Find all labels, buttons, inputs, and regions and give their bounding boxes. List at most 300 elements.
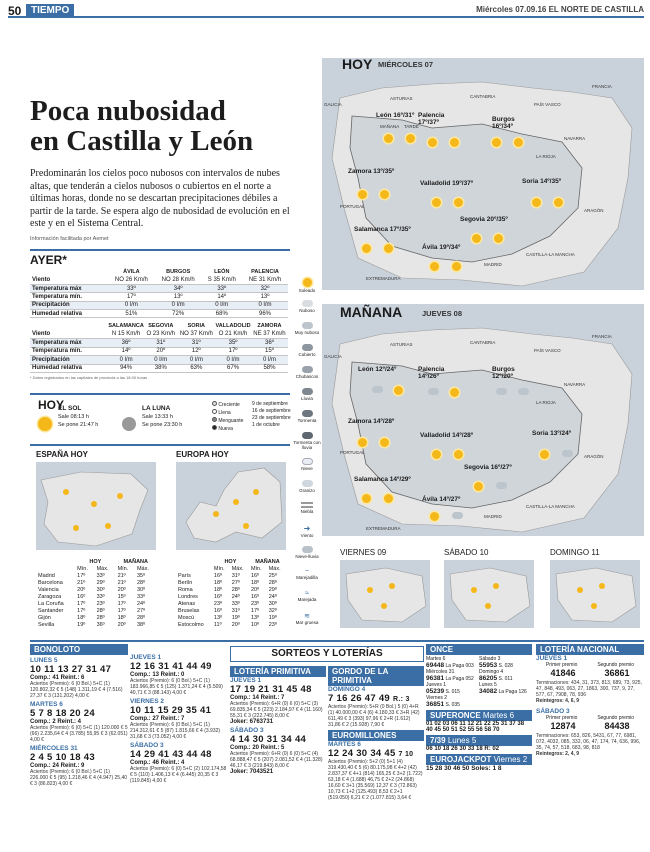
draw-day: SÁBADO 3 <box>536 708 570 715</box>
cell: 0 l/m <box>251 356 288 364</box>
sun-icon <box>514 138 523 147</box>
sun-icon <box>540 450 549 459</box>
storm-rain-icon <box>302 432 313 439</box>
cloud-icon <box>302 322 313 329</box>
sun-icon <box>358 190 367 199</box>
sun-rise: Sale 08:13 h <box>58 414 89 420</box>
row-label: Temperatura máx <box>30 339 108 347</box>
ayer-city: BURGOS <box>166 269 191 275</box>
region-label: MADRID <box>484 514 502 519</box>
fog-icon <box>301 502 313 508</box>
legend-sleet: Nieve-lluvia <box>292 546 322 568</box>
table-row: La Coruña 17º 23º 17º 24º <box>38 600 146 607</box>
region-label: GALICIA <box>324 102 342 107</box>
city-leon: León 12º/24º <box>358 366 397 373</box>
spain-map <box>36 462 156 550</box>
city-valladolid: Valladolid 14º/28º <box>420 432 474 439</box>
phase-crescent: Creciente <box>212 401 243 409</box>
legend-hail: Granizo <box>292 480 322 502</box>
cloud-icon <box>452 512 463 519</box>
moon-rise: Sale 13:33 h <box>142 414 173 420</box>
once-row: Sábado 3 55953 S. 028 <box>479 656 513 669</box>
city-segovia: Segovia 16º/27º <box>464 464 512 471</box>
region-label: MADRID <box>484 262 502 267</box>
city-soria: Soria 14º/35º <box>522 178 562 185</box>
sun-icon <box>432 198 441 207</box>
loteria-nacional: LOTERÍA NACIONAL JUEVES 1 Primer premio Segundo premio 41846 36861 Terminaciones: 434, 31, 373, 813, 689, 73, 925, 47, 848, 493, 063, 27, 1863, 300, 737, 9, 27, 577, 67, 7908, 78, 936 Reintegros: 4, 6, 9 SÁBADO 3 Primer premio Segundo premio 12874 84438 Terminaciones: 653, 826, 5431, 67, 77, 6981, 072, 4032, 085, 332, 06, 47, 174, 74, 636, 996, 35, 74, 57, 518, 683, 98, 818 Reintegros: 2, 4, 9 <box>536 644 644 757</box>
region-label: ARAGÓN <box>584 454 604 459</box>
cell: 20º <box>144 347 177 355</box>
region-label: FRANCIA <box>592 84 612 89</box>
cell: 33º <box>108 284 155 292</box>
terminaciones: Terminaciones: 434, 31, 373, 813, 689, 73, 925, 47, 848, 493, 063, 27, 1863, 300, 737, 9, 27, 577, 67, 7908, 78, 936 <box>536 680 642 698</box>
nacional-title: LOTERÍA NACIONAL <box>536 644 644 655</box>
primitiva-title: LOTERÍA PRIMITIVA <box>230 666 326 677</box>
map-manana-subtitle: JUEVES 08 <box>422 309 463 318</box>
cell: 17º <box>108 293 155 301</box>
ayer-title: AYER* <box>30 253 67 267</box>
table-row: Santander 17º 28º 17º 27º <box>38 607 146 614</box>
spain-europe-block <box>30 444 290 628</box>
ayer-table-2 <box>30 322 288 372</box>
region-label: EXTREMADURA <box>366 276 401 281</box>
once-row: Jueves 1 05239 S. 015 <box>426 682 460 695</box>
map-hoy-title: HOY <box>342 58 373 72</box>
siete-numbers: 06 10 18 26 30 33 18 R: 02 <box>426 746 500 752</box>
ayer-city: ZAMORA <box>257 323 282 330</box>
future-map <box>550 560 640 628</box>
table-row: París 16º 31º 16º 25º <box>178 572 277 579</box>
cell: 0 l/m <box>108 356 144 364</box>
table-row: Zaragoza 16º 33º 15º 33º <box>38 593 146 600</box>
draw-prizes: Aciertos (Premio): 6 (0 Bol.) 5+C (1) 214.312,61 € 5 (87) 1.815,66 € 4 (3.932) 31,68 € 3 (73.052) 4,00 € <box>130 722 221 740</box>
sun-label: EL SOL <box>58 405 82 412</box>
cell: 14º <box>108 347 144 355</box>
region-label: PAÍS VASCO <box>534 348 561 353</box>
draw-day: JUEVES 1 <box>536 655 568 662</box>
city-soria: Soria 13º/24º <box>532 430 572 437</box>
sun-moon-box <box>30 393 290 435</box>
region-label: PORTUGAL <box>340 204 365 209</box>
table-row: Roma 18º 28º 20º 29º <box>178 586 277 593</box>
date-line: Miércoles 07.09.16 EL NORTE DE CASTILLA <box>476 5 644 14</box>
city-salamanca: Salamanca 14º/29º <box>354 476 411 483</box>
draw-numbers: 17 19 21 31 45 48 <box>230 684 312 695</box>
cell: NE 31 Km/h <box>242 276 288 284</box>
sun-icon <box>428 138 437 147</box>
cell: NE 37 Km/h <box>251 330 288 338</box>
region-label: ARAGÓN <box>584 208 604 213</box>
region-label: CANTABRIA <box>470 94 496 99</box>
ayer-block <box>30 249 290 380</box>
moon-icon <box>122 417 136 431</box>
legend-sunny: Soleado <box>292 278 322 300</box>
region-label: PORTUGAL <box>340 450 365 455</box>
sun-icon <box>384 244 393 253</box>
sun-icon <box>394 386 403 395</box>
region-label: CASTILLA-LA MANCHA <box>526 504 575 509</box>
row-label: Viento <box>30 330 108 338</box>
bonoloto-col-2 <box>130 654 228 784</box>
future-day: DOMINGO 11 <box>550 548 600 557</box>
draw-day: MIÉRCOLES 31 <box>30 745 78 752</box>
draw-numbers: 2 4 5 10 18 43 <box>30 752 95 763</box>
city-avila: Ávila 19º/34º <box>422 244 461 251</box>
draw-numbers: 10 11 13 27 31 47 <box>30 664 112 675</box>
rain-icon <box>302 388 313 395</box>
cell: 63% <box>177 364 215 372</box>
lead-paragraph: Predominarán los cielos poco nubosos con intervalos de nubes altas, que tenderán a cielos nubosos o cubiertos en el norte a últimas horas, donde no se descartan precipitaciones débiles a partir de la tarde. Se espera algo de nubosidad de evolución en el este y en el Sistema Central. <box>30 168 290 230</box>
first-prize: 41846 <box>550 668 576 678</box>
legend-fog: Niebla <box>292 502 322 524</box>
region-label: LA RIOJA <box>536 400 556 405</box>
sun-set: Se pone 21:47 h <box>58 422 99 428</box>
sun-icon <box>454 198 463 207</box>
sun-icon <box>384 494 393 503</box>
ayer-city: LEÓN <box>214 269 230 275</box>
espana-title: ESPAÑA HOY <box>36 450 89 459</box>
draw-day: LUNES 5 <box>30 657 58 664</box>
sun-icon <box>492 138 501 147</box>
draw-numbers: 12 16 31 41 44 49 <box>130 661 212 672</box>
cell: 13º <box>155 293 202 301</box>
cell: O 23 Km/h <box>144 330 177 338</box>
gordo-euromillones <box>328 666 424 801</box>
once-row: Lunes 5 34082 La Paga 126 <box>479 682 527 695</box>
legend-moderate-sea: ≈ Marejada <box>297 590 317 602</box>
region-label: EXTREMADURA <box>366 526 401 531</box>
once-row: Martes 6 69448 La Paga 003 <box>426 656 474 669</box>
cloud-icon <box>518 388 529 395</box>
wave-icon: ≋ <box>304 613 310 620</box>
table-row: Berlín 18º 27º 18º 28º <box>178 579 277 586</box>
sun-icon <box>532 198 541 207</box>
wind-icon: ➜ <box>303 524 311 533</box>
wave-icon: ≈ <box>305 590 309 597</box>
draw-comp: Comp.: 27 Reint.: 7 <box>130 716 185 722</box>
cloud-icon <box>496 388 507 395</box>
region-label: NAVARRA <box>564 382 586 387</box>
headline-line-1: Poca nubosidad <box>30 95 226 127</box>
cell: 68% <box>202 310 242 318</box>
primitiva <box>230 666 326 775</box>
draw-numbers: 4 14 30 31 34 44 <box>230 734 307 745</box>
cell: 96% <box>242 310 288 318</box>
legend-storm: Tormenta <box>292 410 322 432</box>
draw-prizes: Aciertos (Premio): 6 (0) 5+C (1) 120.000 € 5 (66) 2.235,64 € 4 (3.785) 55,95 € 3 (62.051) 4,00 € <box>30 725 128 743</box>
draw-prizes: Aciertos (Premio): 6+R (0) 6 (0) 5+C (3) 69.835,34 € 5 (223) 2.184,97 € 4 (11.160) 55,31 € 3 (222.745) 8,00 € <box>230 701 323 719</box>
cell: 35º <box>215 339 251 347</box>
superonce-title: SUPERONCE <box>430 711 481 720</box>
cell: 31º <box>177 339 215 347</box>
cell: 0 l/m <box>155 301 202 309</box>
second-prize: 84438 <box>604 721 630 731</box>
sun-icon <box>450 138 459 147</box>
am-label: MAÑANA <box>380 124 400 129</box>
eurojackpot-soles: Soles: 1 8 <box>471 765 502 772</box>
rain-cloud-icon <box>302 366 313 373</box>
draw-extra: R.: 3 <box>392 696 410 703</box>
table-row: Moscú 13º 19º 13º 19º <box>178 614 277 621</box>
table-row: Londres 16º 24º 16º 24º <box>178 593 277 600</box>
city-burgos: Burgos 16º/34º <box>492 116 515 130</box>
city-zamora: Zamora 14º/28º <box>348 418 395 425</box>
sun-icon <box>472 234 481 243</box>
cloud-icon <box>562 450 573 457</box>
cell: 94% <box>108 364 144 372</box>
hoy-box-title: HOY <box>38 398 65 412</box>
cell: 36º <box>108 339 144 347</box>
phase-date: 1 de octubre <box>252 422 280 428</box>
legend-rough-sea: ≋ Mar gruesa <box>295 613 319 625</box>
cell: 36º <box>251 339 288 347</box>
legend-wind: ➜ Viento <box>300 524 314 538</box>
city-valladolid: Valladolid 19º/37º <box>420 180 474 187</box>
draw-day: JUEVES 1 <box>130 654 162 661</box>
eurojackpot-numbers: 15 28 30 46 50 <box>426 765 470 772</box>
row-label: Viento <box>30 276 108 284</box>
siete-title: 7/39 <box>430 736 446 745</box>
draw-comp: Comp.: 24 Reint.: 9 <box>30 763 85 769</box>
sun-icon <box>452 262 461 271</box>
region-label: CASTILLA-LA MANCHA <box>526 252 575 257</box>
legend-cloudy: Nuboso <box>292 300 322 322</box>
cell: 0 l/m <box>215 356 251 364</box>
cloud-icon <box>372 386 383 393</box>
cell: 33º <box>202 284 242 292</box>
city-segovia: Segovia 20º/35º <box>460 216 508 223</box>
city-salamanca: Salamanca 17º/35º <box>354 226 411 233</box>
sun-icon <box>38 417 52 431</box>
draw-comp: Comp.: 41 Reint.: 6 <box>30 675 85 681</box>
city-burgos: Burgos 12º/20º <box>492 366 515 380</box>
euromillones-title: EUROMILLONES <box>328 730 424 741</box>
map-manana <box>322 304 644 536</box>
headline-line-2: en Castilla y León <box>30 125 254 157</box>
legend-rain: Lluvia <box>292 388 322 410</box>
sleet-icon <box>302 546 313 553</box>
draw-prizes: Aciertos (Premio): 6+R (0) 6 (0) 5+C (4) 68.888,47 € 5 (207) 2.081,52 € 4 (11.328) 46,17 € 3 (219.843) 8,00 € <box>230 751 323 769</box>
phase-date: 23 de septiembre <box>252 415 291 421</box>
cell: 51% <box>108 310 155 318</box>
col-manana: MAÑANA <box>123 558 148 565</box>
cell: 0 l/m <box>108 301 155 309</box>
sun-icon <box>303 278 312 287</box>
sun-icon <box>494 234 503 243</box>
sun-icon <box>362 244 371 253</box>
sun-icon <box>474 482 483 491</box>
draw-prizes: Aciertos (Premio): 6 (0 Bol.) 5+C (1) 120.802,32 € 5 (148) 1.311,19 € 4 (7.516) 27,37 € 3 (131.202) 4,00 € <box>30 681 123 699</box>
region-label: PAÍS VASCO <box>534 102 561 107</box>
lotteries <box>30 640 644 846</box>
city-avila: Ávila 14º/27º <box>422 496 461 503</box>
sun-icon <box>380 190 389 199</box>
cell: 72% <box>155 310 202 318</box>
cell: NO 37 Km/h <box>177 330 215 338</box>
max-label: Máx. <box>96 565 109 572</box>
region-label: NAVARRA <box>564 136 586 141</box>
row-label: Temperatura máx <box>30 284 108 292</box>
cell: NO 26 Km/h <box>108 276 155 284</box>
wave-icon: ~ <box>304 568 310 575</box>
cell: 14º <box>202 293 242 301</box>
region-label: FRANCIA <box>592 334 612 339</box>
table-row: Madrid 17º 33º 21º 35º <box>38 572 146 579</box>
lotteries-section-title: SORTEOS Y LOTERÍAS <box>230 646 424 662</box>
cloud-icon <box>302 300 313 307</box>
sun-icon <box>432 450 441 459</box>
table-row: Sevilla 19º 36º 20º 38º <box>38 621 146 628</box>
once: ONCE Martes 6 69448 La Paga 003 Sábado 3 55953 S. 028 Miércoles 31 96381 La Paga 052 Domingo 4 86205 S. 011 Jueves 1 05239 S. 015 Lunes 5 34082 La Paga 126 Viernes 2 36851 S. 035 SUPERONCE Martes 6 01 02 03 06 11 12 21 22 25 31 37 38 40 45 50 51 52 55 56 58 70 7/39 Lunes 5 06 10 18 26 30 33 18 R: 02 EUROJACKPOT Viernes 2 15 28 30 46 50 Soles: 1 8 <box>426 644 532 772</box>
sun-icon <box>430 262 439 271</box>
draw-numbers: 14 29 41 43 44 48 <box>130 749 212 760</box>
region-label: ASTURIAS <box>390 96 413 101</box>
draw-prizes: Aciertos (Premio): 6 (0 Bol.) 5+C (1) 226.000 € 5 (95) 1.218,46 € 4 (4.947) 25,40 € 3 (86.823) 4,00 € <box>30 769 128 787</box>
europe-map <box>176 462 286 550</box>
row-label: Temperatura mín. <box>30 347 108 355</box>
cell: O 21 Km/h <box>215 330 251 338</box>
draw-comp: Comp.: 13 Reint.: 0 <box>130 672 185 678</box>
cell: 17º <box>215 347 251 355</box>
draw-stars: 7 10 <box>398 751 414 758</box>
draw-prizes: Aciertos (Premio): 5+2 (0) 5+1 (4) 319.430,40 € 5 (6) 80.175,98 € 4+2 (42) 2.837,37 € 4+1 (814) 165,25 € 3+2 (1.722) 63,18 € 4 (1.688) 46,75 € 2+2 (24.868) 16,60 € 3+1 (35.569) 12,37 € 3 (72.863) 10,73 € 1+2 (125.493) 8,53 € 2+1 (519.050) 6,21 € 2 (1.077.815) 3,64 € <box>328 759 423 801</box>
future-forecast <box>340 548 640 636</box>
cell: 58% <box>251 364 288 372</box>
draw-numbers: 12 24 30 34 45 <box>328 748 396 759</box>
once-row: Domingo 4 86205 S. 011 <box>479 669 513 682</box>
reintegros: Reintegros: 4, 6, 9 <box>536 698 580 704</box>
min-label: Mín. <box>117 565 129 572</box>
draw-comp: Comp.: 46 Reint.: 4 <box>130 760 185 766</box>
ayer-city: PALENCIA <box>251 269 279 275</box>
ayer-city: SEGOVIA <box>148 323 174 330</box>
bonoloto-col-1 <box>30 644 128 787</box>
cell: 34º <box>155 284 202 292</box>
europa-title: EUROPA HOY <box>176 450 229 459</box>
ayer-city: VALLADOLID <box>215 323 251 330</box>
draw-day: JUEVES 1 <box>230 677 262 684</box>
sun-icon <box>362 494 371 503</box>
section-label: TIEMPO <box>26 4 74 17</box>
spain-table <box>36 558 156 628</box>
row-label: Humedad relativa <box>30 364 108 372</box>
region-label: GALICIA <box>324 354 342 359</box>
phase-dates <box>252 401 292 429</box>
weather-legend <box>292 278 322 634</box>
cloud-icon <box>496 482 507 489</box>
headline <box>30 96 300 156</box>
legend-storm-rain: Tormenta con lluvia <box>292 432 322 458</box>
credit: Información facilitada por Aemet <box>30 236 109 242</box>
ayer-table-1 <box>30 268 288 318</box>
joker: Joker: 6763731 <box>230 719 274 725</box>
terminaciones: Terminaciones: 653, 826, 5431, 67, 77, 6981, 072, 4032, 085, 332, 06, 47, 174, 74, 636, 996, 35, 74, 57, 518, 683, 98, 818 <box>536 733 641 751</box>
table-row: Barcelona 21º 29º 21º 28º <box>38 579 146 586</box>
legend-overcast: Cubierto <box>292 344 322 366</box>
pm-label: TARDE <box>404 124 419 129</box>
table-row: Gijón 18º 28º 18º 28º <box>38 614 146 621</box>
draw-day: VIERNES 2 <box>130 698 164 705</box>
city-palencia: Palencia 14º/26º <box>418 366 445 380</box>
phase-full: Llena <box>212 409 243 417</box>
moon-label: LA LUNA <box>142 405 171 412</box>
eurojackpot-title: EUROJACKPOT <box>430 755 492 764</box>
gordo-title: GORDO DE LA PRIMITIVA <box>328 666 424 686</box>
sun-icon <box>406 134 415 143</box>
draw-comp: Comp.: 20 Reint.: 5 <box>230 745 285 751</box>
cell: 0 l/m <box>177 356 215 364</box>
once-title: ONCE <box>426 644 532 655</box>
sun-icon <box>450 388 459 397</box>
future-day: VIERNES 09 <box>340 548 387 557</box>
cell: 12º <box>177 347 215 355</box>
legend-very-cloudy: Muy nuboso <box>292 322 322 344</box>
sun-icon <box>358 438 367 447</box>
row-label: Humedad relativa <box>30 310 108 318</box>
phase-date: 16 de septiembre <box>252 408 291 414</box>
map-hoy-subtitle: MIÉRCOLES 07 <box>378 60 434 69</box>
draw-numbers: 7 16 26 47 49 <box>328 693 391 704</box>
cell: 32º <box>242 284 288 292</box>
joker: Joker: 7043521 <box>230 769 274 775</box>
sun-icon <box>384 134 393 143</box>
reintegros: Reintegros: 2, 4, 9 <box>536 751 580 757</box>
once-row: Miércoles 31 96381 La Paga 052 <box>426 669 474 682</box>
cell: 0 l/m <box>242 301 288 309</box>
cloud-icon <box>428 388 439 395</box>
ayer-city: SALAMANCA <box>108 323 144 330</box>
draw-prizes: Aciertos (Premio): 6 (0 Bol.) 5+C (1) 183.966,85 € 5 (125) 1.371,24 € 4 (5.509) 40,71 € 3 (88.143) 4,00 € <box>130 678 223 696</box>
second-prize: 36861 <box>604 668 630 678</box>
storm-icon <box>302 410 313 417</box>
table-row: Valencia 20º 30º 20º 30º <box>38 586 146 593</box>
page-number: 50 <box>8 4 22 18</box>
cell: 15º <box>251 347 288 355</box>
cell: 67% <box>215 364 251 372</box>
ayer-city: ÁVILA <box>123 269 140 275</box>
once-row: Viernes 2 36851 S. 035 <box>426 695 460 708</box>
col-hoy: HOY <box>89 558 102 565</box>
snow-icon <box>302 458 313 465</box>
hail-icon <box>302 480 313 487</box>
ayer-note: * Datos registrados en las capitales de provincia a las 18:00 horas <box>30 374 148 380</box>
region-label: CANTABRIA <box>470 340 496 345</box>
ayer-city: SORIA <box>187 323 206 330</box>
legend-showers: Chubascos <box>292 366 322 388</box>
max-label: Máx. <box>136 565 149 572</box>
cell: 31º <box>144 339 177 347</box>
europe-table: HOY MAÑANA Mín. Máx. Mín. Máx. París 16º 31º 16º 25º Berlín 18º 27º 18º 28º Roma 18º 28º 20º 29º Londres 16º 24º 16º 24º Atenas 23º 33º 23º 30º Bruselas 16º 31º 17º 32º Moscú 13º 19º 13º 19º Estocolmo 11º 20º 10º 23º <box>176 558 286 628</box>
min-label: Mín. <box>77 565 88 572</box>
sun-icon <box>454 450 463 459</box>
row-label: Precipitación <box>30 356 108 364</box>
map-manana-title: MAÑANA <box>340 304 403 320</box>
draw-comp: Comp.: 2 Reint.: 4 <box>30 719 82 725</box>
cell: 38% <box>144 364 177 372</box>
moon-phases <box>212 401 243 433</box>
cloud-icon <box>302 344 313 351</box>
map-hoy <box>322 58 644 290</box>
sun-icon <box>430 512 439 521</box>
city-zamora: Zamora 13º/35º <box>348 168 395 175</box>
future-map <box>340 560 430 628</box>
table-row: Atenas 23º 33º 23º 30º <box>178 600 277 607</box>
city-leon: León 16º/31º <box>376 112 415 119</box>
cell: 0 l/m <box>144 356 177 364</box>
bonoloto-title: BONOLOTO <box>30 644 128 655</box>
cell: S 35 Km/h <box>202 276 242 284</box>
legend-slight-sea: ~ Marejadilla <box>296 568 318 580</box>
